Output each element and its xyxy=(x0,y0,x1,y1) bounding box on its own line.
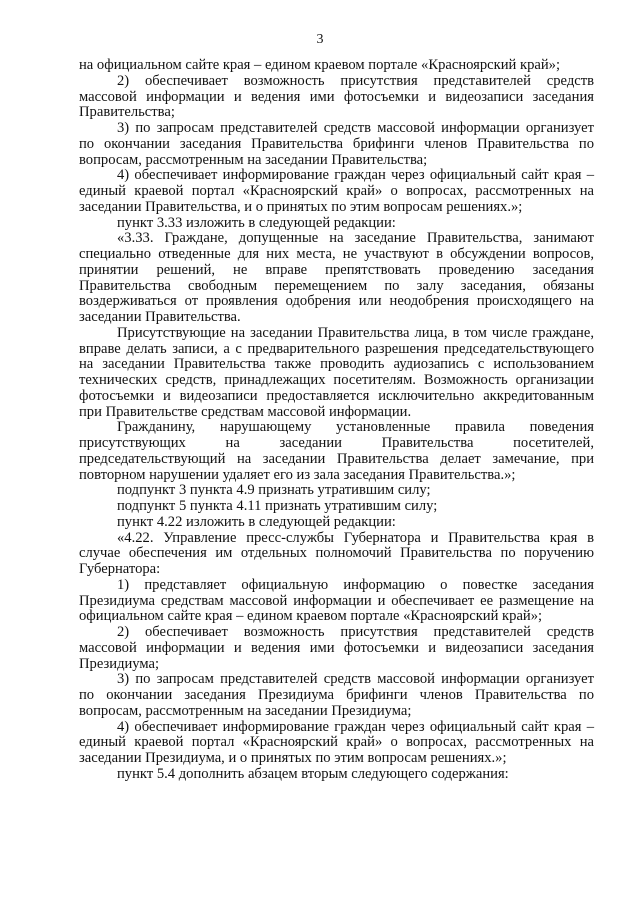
paragraph: Присутствующие на заседании Правительства лица, в том числе граждане, вправе делать записи, а с предварительного разрешения председательствующего на заседании Правительства также проводить аудиозапись с использованием технических средств, принадлежащих посетителям. Возможность организации фотосъемки и видеозаписи предоставляется исключительно аккредитованным при Правительстве средствам массовой информации. xyxy=(79,324,594,420)
paragraph: 4) обеспечивает информирование граждан через официальный сайт края – единый краевой портал «Красноярский край» о вопросах, рассмотренных на заседании Правительства, и о принятых по этим вопросам решениях.»; xyxy=(79,167,594,215)
paragraph: 3) по запросам представителей средств массовой информации организует по окончании заседания Правительства брифинги членов Правительства по вопросам, рассмотренным на заседании Правительства; xyxy=(79,120,594,168)
paragraph: пункт 3.33 изложить в следующей редакции: xyxy=(117,214,396,231)
paragraph: пункт 4.22 изложить в следующей редакции: xyxy=(117,513,396,530)
paragraph: «4.22. Управление пресс-службы Губернатора и Правительства края в случае обеспечения им отдельных полномочий Правительства по поручению Губернатора: xyxy=(79,529,594,577)
paragraph: 1) представляет официальную информацию о повестке заседания Президиума средствам массовой информации и обеспечивает ее размещение на официальном сайте края – едином краевом портале «Красноярский край»; xyxy=(79,576,594,625)
paragraph: 4) обеспечивает информирование граждан через официальный сайт края – единый краевой портал «Красноярский край» о вопросах, рассмотренных на заседании Президиума, и о принятых по этим вопросам решениях.»; xyxy=(79,718,594,766)
paragraph: на официальном сайте края – едином краевом портале «Красноярский край»; xyxy=(79,57,561,73)
page-number: 3 xyxy=(316,32,324,47)
paragraph: подпункт 5 пункта 4.11 признать утратившим силу; xyxy=(117,498,438,514)
paragraph: 2) обеспечивает возможность присутствия представителей средств массовой информации и ведения ими фотосъемки и видеозаписи заседания Правительства; xyxy=(79,72,594,121)
paragraph: 3) по запросам представителей средств массовой информации организует по окончании заседания Президиума брифинги членов Правительства по вопросам, рассмотренным на заседании Президиума; xyxy=(79,671,594,719)
paragraph: «3.33. Граждане, допущенные на заседание Правительства, занимают специально отведенные для них места, не участвуют в обсуждении вопросов, принятии решений, не вправе препятствовать проведению заседания Правительства свободным перемещением по залу заседания, обязаны воздерживаться от проявления одобрения или неодобрения происходящего на заседании Правительства. xyxy=(79,230,594,325)
paragraph: подпункт 3 пункта 4.9 признать утратившим силу; xyxy=(117,482,431,499)
paragraph: Гражданину, нарушающему установленные правила поведения присутствующих на заседании Правительства посетителей, председательствующий на заседании Правительства делает замечание, при повторном нарушении удаляет его из зала заседания Правительства.»; xyxy=(79,419,594,483)
document-body xyxy=(79,58,594,783)
paragraph: 2) обеспечивает возможность присутствия представителей средств массовой информации и ведения ими фотосъемки и видеозаписи заседания Президиума; xyxy=(79,624,594,672)
paragraph: пункт 5.4 дополнить абзацем вторым следующего содержания: xyxy=(117,765,509,782)
